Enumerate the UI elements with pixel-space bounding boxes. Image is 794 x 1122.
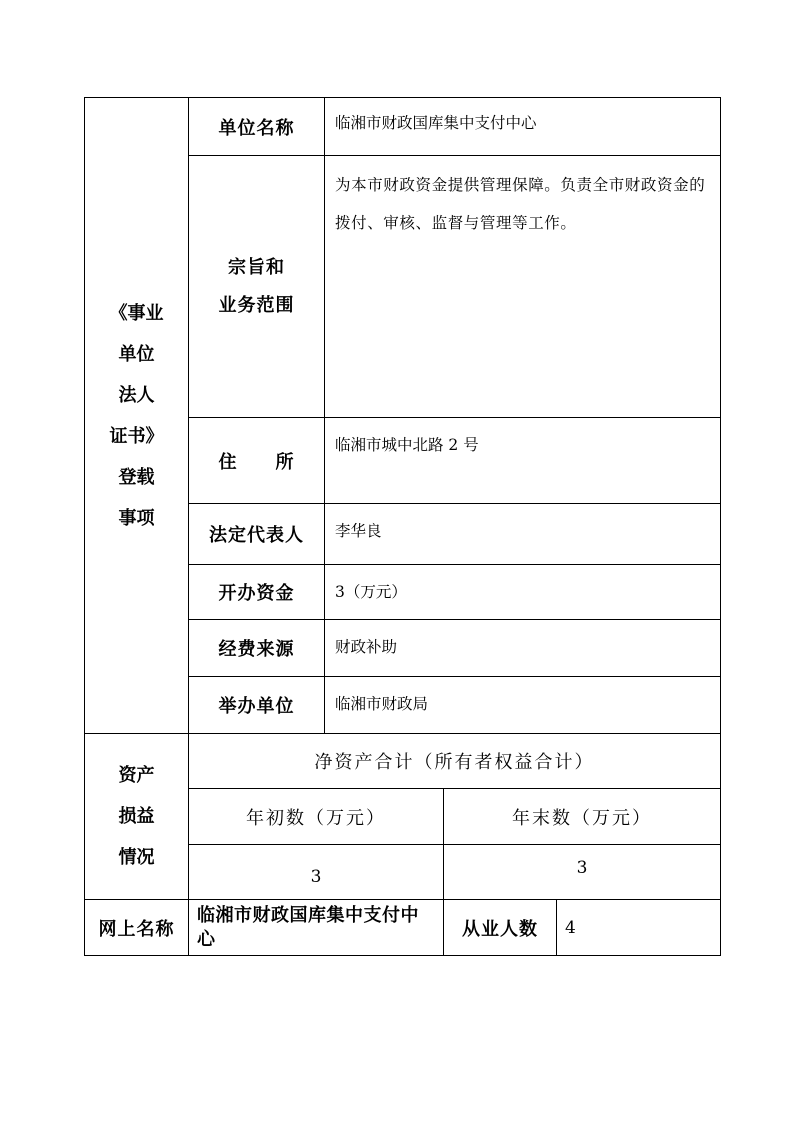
unit-name-row bbox=[85, 98, 721, 156]
registration-form-table bbox=[84, 97, 721, 956]
sponsor-value: 临湘市财政局 bbox=[325, 677, 721, 734]
sponsor-label: 举办单位 bbox=[189, 677, 325, 734]
legal-rep-label: 法定代表人 bbox=[189, 504, 325, 565]
side-label-line: 情况 bbox=[118, 847, 155, 868]
staff-count-value: 4 bbox=[557, 900, 721, 956]
side-label-line: 单位 bbox=[118, 343, 155, 365]
online-name-value: 临湘市财政国库集中支付中心 bbox=[189, 900, 444, 956]
side-label-line: 法人 bbox=[118, 384, 155, 406]
staff-count-label: 从业人数 bbox=[444, 900, 557, 956]
purpose-label-line1: 宗旨和 bbox=[228, 256, 285, 278]
registration-section-label bbox=[85, 98, 189, 734]
end-of-year-value: 3 bbox=[444, 845, 721, 900]
purpose-label bbox=[189, 156, 325, 418]
net-assets-header: 净资产合计（所有者权益合计） bbox=[189, 734, 721, 789]
side-label-line: 资产 bbox=[118, 765, 155, 786]
end-of-year-label: 年末数（万元） bbox=[444, 789, 721, 845]
address-value: 临湘市城中北路 2 号 bbox=[325, 418, 721, 504]
legal-rep-value: 李华良 bbox=[325, 504, 721, 565]
address-label: 住 所 bbox=[189, 418, 325, 504]
capital-label: 开办资金 bbox=[189, 565, 325, 620]
side-label-line: 事项 bbox=[118, 507, 155, 529]
side-label-line: 证书》 bbox=[109, 425, 164, 447]
funding-value: 财政补助 bbox=[325, 620, 721, 677]
begin-of-year-label: 年初数（万元） bbox=[189, 789, 444, 845]
online-name-label: 网上名称 bbox=[85, 900, 189, 956]
begin-of-year-value: 3 bbox=[189, 845, 444, 900]
side-label-line: 登载 bbox=[118, 466, 155, 488]
online-name-row bbox=[85, 900, 721, 956]
purpose-label-line2: 业务范围 bbox=[218, 294, 295, 316]
side-label-line: 《事业 bbox=[109, 302, 164, 324]
assets-header-row bbox=[85, 734, 721, 789]
capital-value: 3（万元） bbox=[325, 565, 721, 620]
assets-section-label bbox=[85, 734, 189, 900]
purpose-value: 为本市财政资金提供管理保障。负责全市财政资金的拨付、审核、监督与管理等工作。 bbox=[325, 156, 721, 418]
funding-label: 经费来源 bbox=[189, 620, 325, 677]
side-label-line: 损益 bbox=[118, 806, 155, 827]
unit-name-label: 单位名称 bbox=[189, 98, 325, 156]
unit-name-value: 临湘市财政国库集中支付中心 bbox=[325, 98, 721, 156]
